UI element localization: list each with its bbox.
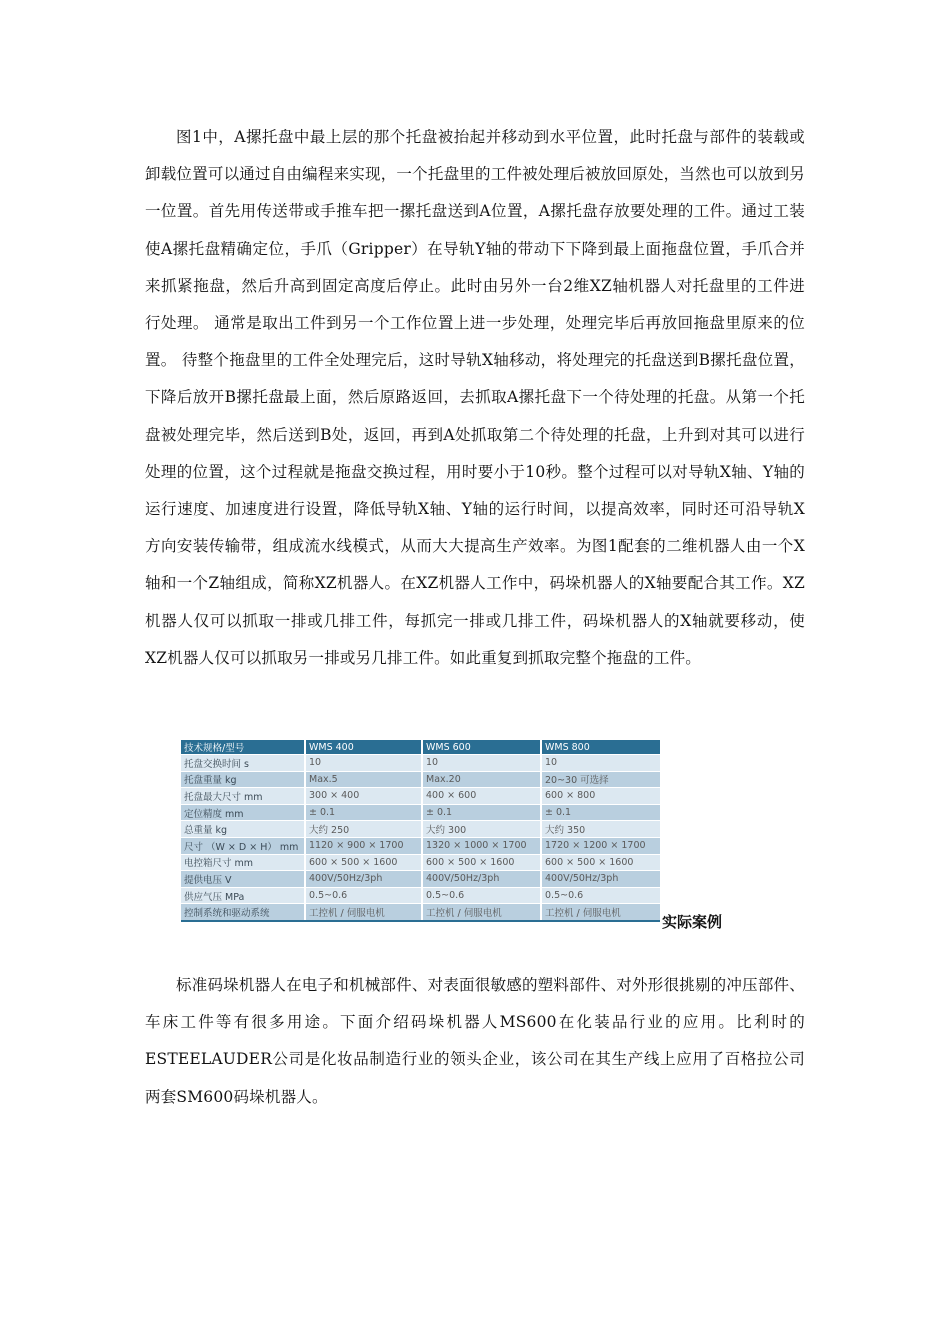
table-cell: 1720 × 1200 × 1700 xyxy=(541,837,660,854)
table-row xyxy=(181,887,660,904)
table-row xyxy=(181,804,660,821)
table-row xyxy=(181,871,660,888)
table-cell: Max.5 xyxy=(305,771,422,788)
table-cell: 0.5~0.6 xyxy=(305,887,422,904)
body-paragraph-1: 图1中，A摞托盘中最上层的那个托盘被抬起并移动到水平位置，此时托盘与部件的装载或卸载位置可以通过自由编程来实现，一个托盘里的工件被处理后被放回原处，当然也可以放到另一位置。首先用传送带或手推车把一摞托盘送到A位置，A摞托盘存放要处理的工件。通过工装使A摞托盘精确定位，手爪（Gripper）在导轨Y轴的带动下下降到最上面拖盘位置，手爪合并来抓紧拖盘，然后升高到固定高度后停止。此时由另外一台2维XZ轴机器人对托盘里的工件进行处理。 通常是取出工件到另一个工作位置上进一步处理，处理完毕后再放回拖盘里原来的位置。 待整个拖盘里的工件全处理完后，这时导轨X轴移动，将处理完的托盘送到B摞托盘位置，下降后放开B摞托盘最上面，然后原路返回，去抓取A摞托盘下一个待处理的托盘。从第一个托盘被处理完毕，然后送到B处，返回，再到A处抓取第二个待处理的托盘，上升到对其可以进行处理的位置，这个过程就是拖盘交换过程，用时要小于10秒。整个过程可以对导轨X轴、Y轴的运行速度、加速度进行设置，降低导轨X轴、Y轴的运行时间，以提高效率，同时还可沿导轨X方向安装传输带，组成流水线模式，从而大大提高生产效率。为图1配套的二维机器人由一个X轴和一个Z轴组成，简称XZ机器人。在XZ机器人工作中，码垛机器人的X轴要配合其工作。XZ机器人仅可以抓取一排或几排工件，每抓完一排或几排工件，码垛机器人的X轴就要移动，使XZ机器人仅可以抓取另一排或另几排工件。如此重复到抓取完整个拖盘的工件。 xyxy=(145,128,805,667)
table-cell: 定位精度 mm xyxy=(181,804,305,821)
table-cell: 0.5~0.6 xyxy=(422,887,541,904)
table-cell: 工控机 / 伺服电机 xyxy=(422,904,541,921)
table-cell: 600 × 500 × 1600 xyxy=(305,854,422,871)
spec-table-header xyxy=(181,740,660,755)
table-row xyxy=(181,904,660,921)
spec-table xyxy=(181,740,660,922)
table-cell: 600 × 800 xyxy=(541,788,660,805)
table-cell: ± 0.1 xyxy=(541,804,660,821)
table-cell: 提供电压 V xyxy=(181,871,305,888)
table-cell: Max.20 xyxy=(422,771,541,788)
table-cell: 400 × 600 xyxy=(422,788,541,805)
table-row xyxy=(181,854,660,871)
table-cell: 10 xyxy=(422,755,541,772)
table-cell: ± 0.1 xyxy=(422,804,541,821)
table-cell: 托盘交换时间 s xyxy=(181,755,305,772)
table-cell: 尺寸 （W × D × H） mm xyxy=(181,837,305,854)
table-cell: 工控机 / 伺服电机 xyxy=(541,904,660,921)
header-cell: 技术规格/型号 xyxy=(181,740,305,755)
table-row xyxy=(181,788,660,805)
header-cell: WMS 400 xyxy=(305,740,422,755)
table-cell: 1320 × 1000 × 1700 xyxy=(422,837,541,854)
table-cell: 大约 250 xyxy=(305,821,422,838)
table-row xyxy=(181,837,660,854)
table-cell: 400V/50Hz/3ph xyxy=(305,871,422,888)
header-cell: WMS 800 xyxy=(541,740,660,755)
table-row xyxy=(181,755,660,772)
table-row xyxy=(181,771,660,788)
table-cell: 大约 300 xyxy=(422,821,541,838)
table-cell: 工控机 / 伺服电机 xyxy=(305,904,422,921)
table-cell: 400V/50Hz/3ph xyxy=(541,871,660,888)
table-cell: 1120 × 900 × 1700 xyxy=(305,837,422,854)
section-heading: 实际案例 xyxy=(662,913,723,931)
table-cell: 600 × 500 × 1600 xyxy=(541,854,660,871)
table-cell: 300 × 400 xyxy=(305,788,422,805)
table-cell: 大约 350 xyxy=(541,821,660,838)
table-cell: 10 xyxy=(305,755,422,772)
table-cell: 托盘最大尺寸 mm xyxy=(181,788,305,805)
table-cell: 600 × 500 × 1600 xyxy=(422,854,541,871)
table-cell: 10 xyxy=(541,755,660,772)
table-cell: 总重量 kg xyxy=(181,821,305,838)
table-cell: 托盘重量 kg xyxy=(181,771,305,788)
table-cell: 400V/50Hz/3ph xyxy=(422,871,541,888)
table-cell: 20~30 可选择 xyxy=(541,771,660,788)
table-cell: 0.5~0.6 xyxy=(541,887,660,904)
table-cell: 电控箱尺寸 mm xyxy=(181,854,305,871)
header-cell: WMS 600 xyxy=(422,740,541,755)
table-cell: 控制系统和驱动系统 xyxy=(181,904,305,921)
table-cell: 供应气压 MPa xyxy=(181,887,305,904)
body-paragraph-2: 标准码垛机器人在电子和机械部件、对表面很敏感的塑料部件、对外形很挑剔的冲压部件、车床工件等有很多用途。下面介绍码垛机器人MS600在化装品行业的应用。比利时的ESTEELAUDER公司是化妆品制造行业的领头企业，该公司在其生产线上应用了百格拉公司两套SM600码垛机器人。 xyxy=(145,976,805,1106)
table-row xyxy=(181,821,660,838)
table-cell: ± 0.1 xyxy=(305,804,422,821)
